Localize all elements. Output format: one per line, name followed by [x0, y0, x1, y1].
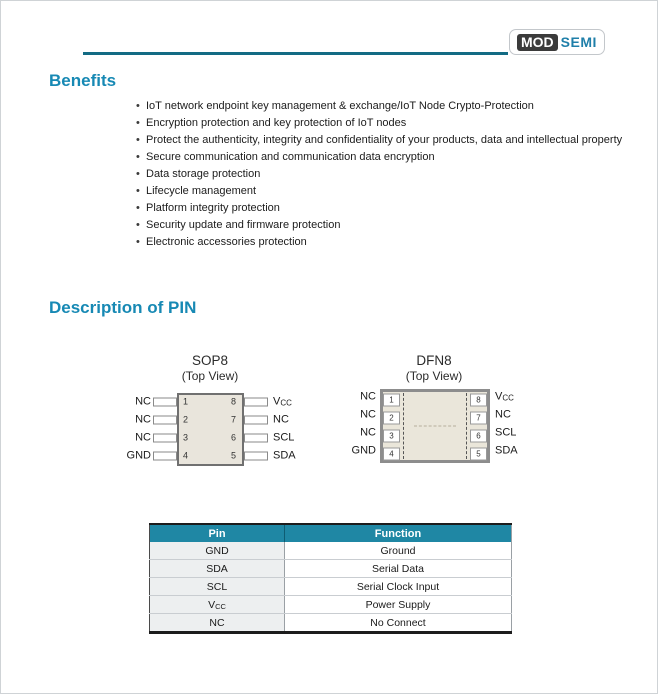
- table-header-row: [150, 524, 512, 542]
- pin-number: 6: [230, 432, 236, 443]
- pin-label: NC: [273, 413, 289, 426]
- pin-label: SDA: [273, 449, 296, 462]
- pin-lead: [244, 416, 268, 425]
- pin-name-cell: NC: [150, 614, 285, 633]
- benefits-heading: Benefits: [49, 71, 117, 90]
- pin-function-cell: Power Supply: [285, 596, 512, 614]
- pin-pad: 2: [383, 412, 400, 425]
- pin-number: 8: [230, 396, 236, 407]
- pin-label: NC: [360, 426, 376, 439]
- dashed-line: [466, 393, 467, 459]
- pin-label: SDA: [495, 444, 518, 457]
- brand-logo: [509, 29, 605, 55]
- column-header-pin: Pin: [150, 524, 285, 542]
- pin-lead: [153, 434, 177, 443]
- pin-label: NC: [360, 408, 376, 421]
- pin-label: NC: [495, 408, 511, 421]
- pin-label: SCL: [495, 426, 517, 439]
- benefit-item: • Secure communication and communication data encryption: [136, 149, 629, 166]
- pin-function-cell: Serial Clock Input: [285, 578, 512, 596]
- pin-number: 7: [230, 414, 236, 425]
- pin-lead: [244, 398, 268, 407]
- pin-label: NC: [135, 413, 151, 426]
- table-row: [150, 596, 512, 614]
- pin-lead: [244, 434, 268, 443]
- pin-name-cell: $V_{CC}$: [150, 596, 285, 614]
- sop8-title: SOP8: [191, 353, 229, 368]
- logo-mod-badge: MOD: [517, 34, 558, 51]
- pin-number: 4: [183, 450, 189, 461]
- table-row: [150, 560, 512, 578]
- benefit-item: • IoT network endpoint key management & exchange/IoT Node Crypto-Protection: [136, 98, 629, 115]
- pin-number: 2: [183, 414, 189, 425]
- dfn8-chip-body: [380, 389, 490, 463]
- dfn8-diagram: [337, 351, 547, 481]
- pin-lead: [153, 398, 177, 407]
- pin-function-table: [149, 523, 512, 634]
- pin-label: NC: [135, 395, 151, 408]
- pin-description-heading: Description of PIN: [49, 298, 197, 317]
- pin-number: 3: [183, 432, 189, 443]
- pin-number: 5: [230, 450, 236, 461]
- pin-label: SCL: [273, 431, 295, 444]
- benefit-item: • Security update and firmware protection: [136, 217, 629, 234]
- pin-pad: 6: [470, 430, 487, 443]
- sop8-subtitle: (Top View): [181, 369, 239, 383]
- pin-label: $V_{CC}$: [495, 390, 514, 403]
- header-rule: [83, 52, 508, 55]
- dfn8-title: DFN8: [416, 353, 452, 368]
- benefit-item: • Platform integrity protection: [136, 200, 629, 217]
- dfn8-subtitle: (Top View): [405, 369, 463, 383]
- pin-label: GND: [126, 449, 151, 462]
- pin-name-cell: GND: [150, 542, 285, 560]
- pin-lead: [153, 452, 177, 461]
- pin-lead: [153, 416, 177, 425]
- pin-function-cell: Serial Data: [285, 560, 512, 578]
- pin-lead: [244, 452, 268, 461]
- benefit-item: • Protect the authenticity, integrity and confidentiality of your products, data and intellectual property: [136, 132, 629, 149]
- sop8-diagram: [96, 351, 306, 481]
- pin-label: NC: [135, 431, 151, 444]
- table-row: [150, 614, 512, 633]
- pin-label: NC: [360, 390, 376, 403]
- pin-number: 1: [183, 396, 189, 407]
- dashed-line: [403, 393, 404, 459]
- pin-name-cell: SCL: [150, 578, 285, 596]
- benefit-item: • Data storage protection: [136, 166, 629, 183]
- column-header-function: Function: [285, 524, 512, 542]
- benefits-section: [49, 71, 629, 251]
- logo-semi-text: SEMI: [560, 34, 597, 50]
- benefits-list: [49, 98, 629, 251]
- pin-name-cell: SDA: [150, 560, 285, 578]
- pin-function-cell: No Connect: [370, 616, 426, 629]
- pin-pad: 5: [470, 448, 487, 461]
- pin-function-cell: Ground: [285, 542, 512, 560]
- pin-label: GND: [351, 444, 376, 457]
- pin-pad: 7: [470, 412, 487, 425]
- dashed-line: [414, 426, 456, 427]
- pin-pad: 1: [383, 394, 400, 407]
- pin-pad: 8: [470, 394, 487, 407]
- pin-label: $V_{CC}$: [273, 395, 292, 408]
- pin-pad: 4: [383, 448, 400, 461]
- table-row: [150, 542, 512, 560]
- table-row: [150, 578, 512, 596]
- benefit-item: • Electronic accessories protection: [136, 234, 629, 251]
- benefit-item: • Encryption protection and key protection of IoT nodes: [136, 115, 629, 132]
- benefit-item: • Lifecycle management: [136, 183, 629, 200]
- pin-pad: 3: [383, 430, 400, 443]
